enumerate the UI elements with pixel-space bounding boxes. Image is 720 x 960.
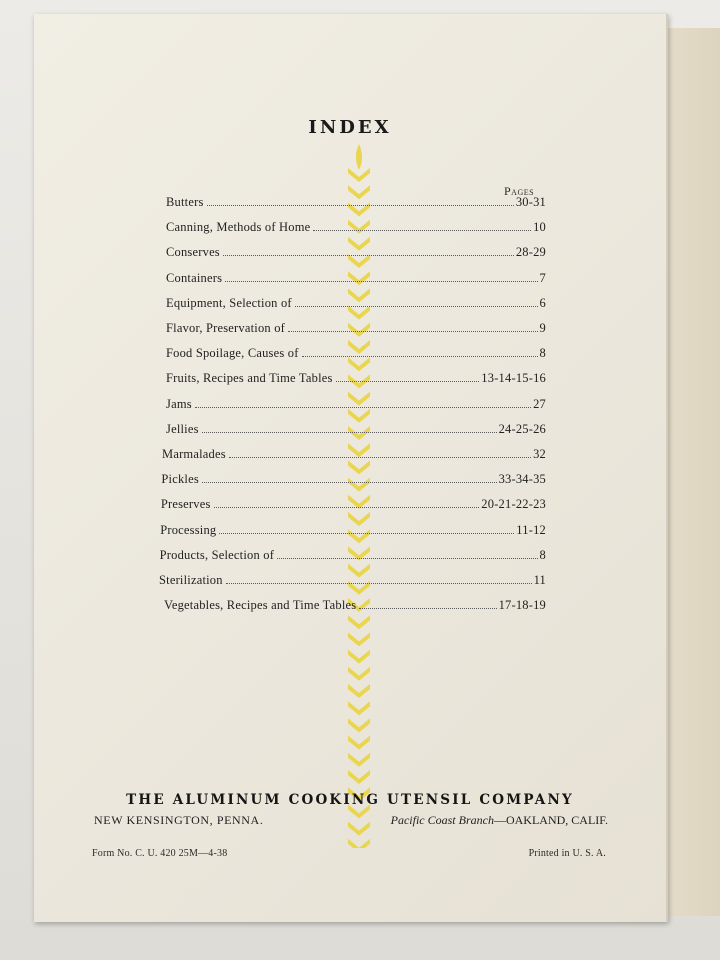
leader-dots bbox=[277, 558, 537, 559]
index-entry-label: Conserves bbox=[166, 245, 220, 260]
leader-dots bbox=[336, 381, 480, 382]
index-entry bbox=[166, 217, 546, 235]
index-title: INDEX bbox=[308, 117, 392, 138]
leader-dots bbox=[359, 608, 496, 609]
wheat-kernel bbox=[348, 770, 370, 784]
index-entry-label: Marmalades bbox=[162, 447, 226, 461]
index-entry bbox=[162, 444, 546, 462]
index-entry-label: Canning, Methods of Home bbox=[166, 220, 311, 235]
leader-dots bbox=[295, 306, 538, 307]
company-address: NEW KENSINGTON, PENNA. bbox=[94, 813, 264, 827]
index-entry bbox=[166, 268, 546, 286]
index-entry-label: Pickles bbox=[161, 472, 199, 487]
leader-dots bbox=[313, 230, 531, 231]
wheat-kernel bbox=[348, 701, 370, 715]
wheat-kernel bbox=[348, 667, 370, 681]
index-entry-label: Products, Selection of bbox=[159, 547, 275, 562]
index-entry-label: Food Spoilage, Causes of bbox=[166, 346, 299, 361]
index-entry-label: Jellies bbox=[166, 421, 199, 436]
leader-dots bbox=[219, 533, 514, 534]
form-number: Form No. C. U. 420 25M—4-38 bbox=[92, 848, 228, 859]
index-entry bbox=[161, 494, 546, 512]
leader-dots bbox=[229, 457, 531, 458]
index-entry-label: Preserves bbox=[160, 497, 211, 512]
wheat-kernel bbox=[348, 684, 370, 698]
leader-dots bbox=[202, 482, 497, 483]
wheat-kernel bbox=[348, 718, 370, 732]
index-entry-label: Fruits, Recipes and Time Tables bbox=[166, 371, 333, 386]
wheat-kernel bbox=[348, 615, 370, 629]
leader-dots bbox=[223, 255, 514, 256]
leader-dots bbox=[207, 205, 514, 206]
index-entry-label: Flavor, Preservation of bbox=[166, 321, 286, 335]
pages-column-header: Pages bbox=[504, 184, 535, 198]
index-entry bbox=[159, 570, 546, 588]
index-entry-label: Vegetables, Recipes and Time Tables bbox=[164, 598, 357, 613]
index-entry-pages: 6 bbox=[539, 295, 546, 310]
index-entry bbox=[160, 520, 546, 538]
index-entry-label: Jams bbox=[166, 396, 192, 411]
index-entry-pages: 11-12 bbox=[516, 522, 546, 537]
index-entry-pages: 28-29 bbox=[515, 245, 546, 260]
index-entry bbox=[166, 368, 546, 386]
leader-dots bbox=[202, 432, 497, 433]
index-entry-pages: 20-21-22-23 bbox=[481, 497, 546, 512]
index-entry bbox=[166, 318, 546, 336]
branch-city: —OAKLAND, CALIF. bbox=[493, 813, 608, 827]
index-entry-label: Processing bbox=[160, 522, 217, 537]
leader-dots bbox=[225, 281, 537, 282]
branch-name: Pacific Coast Branch bbox=[390, 813, 494, 827]
index-entry bbox=[160, 545, 546, 563]
index-entry-pages: 27 bbox=[533, 396, 546, 411]
index-entry-label: Sterilization bbox=[159, 573, 223, 587]
wheat-tip bbox=[356, 144, 362, 170]
wheat-kernel bbox=[348, 736, 370, 750]
wheat-kernel bbox=[348, 753, 370, 767]
booklet-page bbox=[34, 14, 668, 922]
index-entry bbox=[166, 343, 546, 361]
index-entry-pages: 8 bbox=[539, 346, 546, 361]
index-entry-pages: 17-18-19 bbox=[498, 598, 546, 613]
index-entry bbox=[166, 419, 546, 437]
index-entry bbox=[166, 192, 546, 210]
branch-address bbox=[391, 813, 608, 828]
index-entry bbox=[161, 469, 546, 487]
wheat-kernel bbox=[348, 168, 370, 182]
wheat-kernel bbox=[348, 632, 370, 646]
index-entry-label: Butters bbox=[166, 195, 204, 209]
company-name: THE ALUMINUM COOKING UTENSIL COMPANY bbox=[126, 792, 574, 808]
index-entry-pages: 24-25-26 bbox=[498, 421, 546, 436]
leader-dots bbox=[288, 331, 538, 332]
index-entry bbox=[166, 293, 546, 311]
wheat-kernel bbox=[348, 839, 370, 848]
leader-dots bbox=[302, 356, 538, 357]
index-entry-pages: 10 bbox=[533, 220, 546, 235]
index-entry-pages: 30-31 bbox=[515, 195, 546, 209]
wheat-kernel bbox=[348, 822, 370, 836]
leader-dots bbox=[214, 507, 480, 508]
wheat-kernel bbox=[348, 650, 370, 664]
index-entry-pages: 33-34-35 bbox=[498, 472, 546, 487]
printed-in-usa: Printed in U. S. A. bbox=[528, 848, 606, 859]
index-entry bbox=[166, 394, 546, 412]
index-entry-pages: 32 bbox=[533, 447, 546, 461]
index-entry bbox=[164, 595, 546, 613]
index-entry-pages: 11 bbox=[533, 573, 546, 587]
index-entry-pages: 9 bbox=[539, 321, 546, 335]
index-entry-label: Containers bbox=[166, 270, 223, 285]
index-entry bbox=[166, 242, 546, 260]
index-entry-pages: 13-14-15-16 bbox=[481, 371, 546, 386]
leader-dots bbox=[195, 407, 531, 408]
index-entry-label: Equipment, Selection of bbox=[166, 295, 292, 310]
index-entry-pages: 7 bbox=[539, 270, 546, 285]
leader-dots bbox=[226, 583, 532, 584]
index-entry-pages: 8 bbox=[539, 547, 546, 562]
